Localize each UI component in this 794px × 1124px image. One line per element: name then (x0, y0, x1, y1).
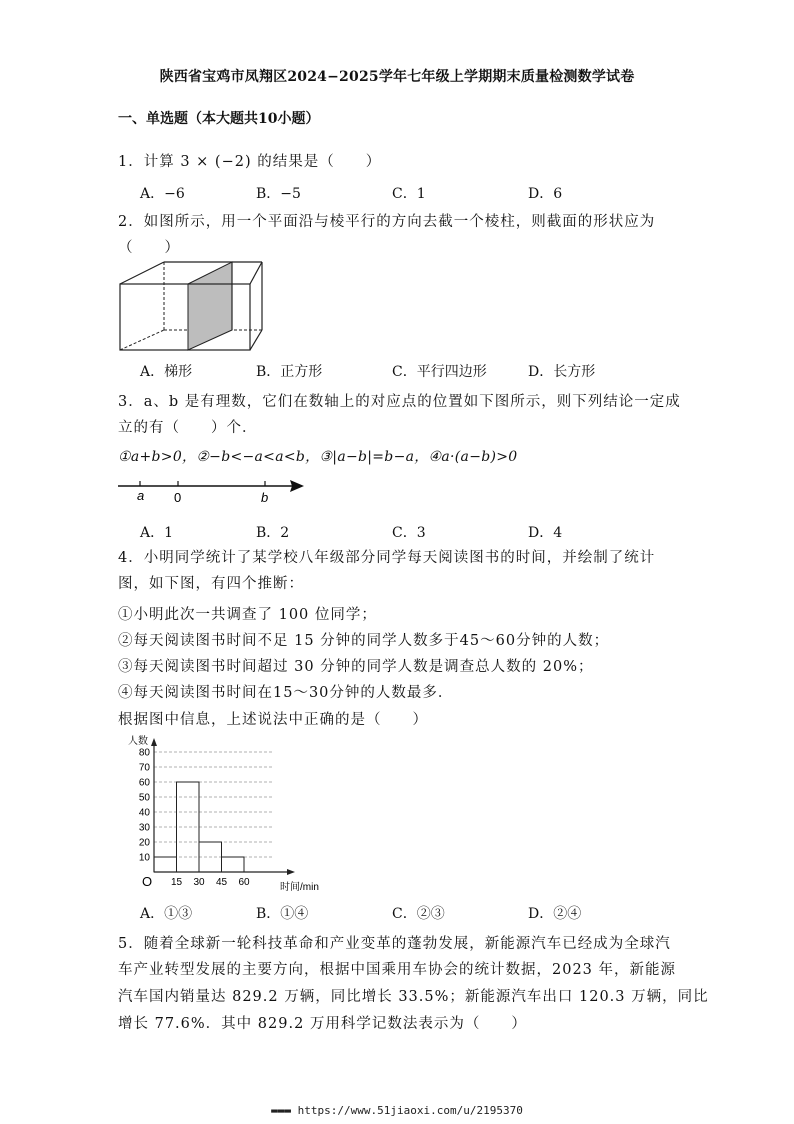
origin-label: O (142, 874, 153, 889)
q4-statement-4: ④每天阅读图书时间在15～30分钟的人数最多． (118, 685, 454, 701)
q3-conditions: ①a+b>0，②−b<−a<a<b，③|a−b|=b−a，④a·(a−b)>0 (118, 449, 518, 465)
q1-option-d[interactable]: D．6 (528, 186, 563, 202)
q4-option-b[interactable]: B．①④ (256, 906, 309, 922)
x-axis-label: 时间/min (280, 882, 319, 893)
y-axis-label: 人数 (128, 736, 148, 747)
section-heading: 一、单选题（本大题共10小题） (118, 111, 320, 127)
q4-statement-1: ①小明此次一共调查了 100 位同学； (118, 607, 377, 623)
q3-option-b[interactable]: B．2 (256, 525, 290, 541)
q3-option-d[interactable]: D．4 (528, 525, 563, 541)
histogram-bar (154, 857, 177, 872)
q2-stem-line2: （ ） (118, 240, 180, 256)
x-tick-label: 45 (215, 877, 228, 888)
y-axis-arrow (151, 738, 157, 746)
q5-stem-line1: 5．随着全球新一轮科技革命和产业变革的蓬勃发展，新能源汽车已经成为全球汽 (118, 936, 671, 952)
q5-stem-line3: 汽车国内销量达 829.2 万辆，同比增长 33.5%；新能源汽车出口 120.3 万辆，同比 (118, 989, 709, 1005)
q4-statement-3: ③每天阅读图书时间超过 30 分钟的同学人数是调查总人数的 20%； (118, 659, 594, 675)
q3-stem-line2: 立的有（ ）个． (118, 420, 258, 436)
q4-stem-line2: 图，如下图，有四个推断： (118, 576, 304, 592)
q1-option-b[interactable]: B．−5 (256, 186, 301, 202)
y-tick-label: 50 (138, 792, 150, 804)
q2-option-c[interactable]: C．平行四边形 (392, 364, 487, 380)
q1-option-c[interactable]: C．1 (392, 186, 426, 202)
y-tick-label: 30 (138, 822, 150, 834)
y-tick-label: 10 (138, 852, 150, 864)
number-line (112, 472, 312, 508)
reading-time-histogram (112, 732, 362, 900)
x-tick-label: 30 (193, 877, 205, 888)
q4-option-d[interactable]: D．②④ (528, 906, 582, 922)
q1-stem: 1．计算 3 × (−2) 的结果是（ ） (118, 154, 382, 170)
q3-stem-line1: 3．a、b 是有理数，它们在数轴上的对应点的位置如下图所示，则下列结论一定成 (118, 394, 681, 410)
q4-statement-2: ②每天阅读图书时间不足 15 分钟的同学人数多于45～60分钟的人数； (118, 633, 610, 649)
x-tick-label: 15 (170, 877, 183, 888)
q4-ask: 根据图中信息，上述说法中正确的是（ ） (118, 712, 428, 728)
number-line-label-b: b (261, 490, 269, 505)
q5-stem-line4: 增长 77.6%．其中 829.2 万用科学记数法表示为（ ） (118, 1016, 527, 1032)
histogram-bar (222, 857, 245, 872)
q4-option-c[interactable]: C．②③ (392, 906, 445, 922)
q3-option-a[interactable]: A．1 (140, 525, 174, 541)
q4-stem-line1: 4．小明同学统计了某学校八年级部分同学每天阅读图书的时间，并绘制了统计 (118, 550, 656, 566)
q2-option-d[interactable]: D．长方形 (528, 364, 596, 380)
x-tick-label: 60 (238, 877, 250, 888)
x-axis-arrow (287, 869, 295, 875)
number-line-label-zero: 0 (174, 490, 182, 505)
q5-stem-line2: 车产业转型发展的主要方向，根据中国乘用车协会的统计数据，2023 年，新能源 (118, 962, 677, 978)
q2-option-b[interactable]: B．正方形 (256, 364, 323, 380)
number-line-label-a: a (137, 488, 145, 503)
q1-option-a[interactable]: A．−6 (140, 186, 185, 202)
y-tick-label: 20 (138, 837, 150, 849)
q4-option-a[interactable]: A．①③ (140, 906, 193, 922)
y-tick-label: 80 (138, 747, 150, 759)
q2-option-a[interactable]: A．梯形 (140, 364, 193, 380)
exam-title: 陕西省宝鸡市凤翔区2024−2025学年七年级上学期期末质量检测数学试卷 (159, 69, 635, 85)
q2-stem-line1: 2．如图所示，用一个平面沿与棱平行的方向去截一个棱柱，则截面的形状应为 (118, 214, 656, 230)
y-tick-label: 70 (138, 762, 150, 774)
q3-option-c[interactable]: C．3 (392, 525, 426, 541)
prism-figure (112, 258, 272, 358)
footer-url[interactable]: ▬▬▬ https://www.51jiaoxi.com/u/2195370 (271, 1104, 523, 1117)
y-tick-label: 60 (138, 777, 150, 789)
y-tick-label: 40 (138, 807, 150, 819)
